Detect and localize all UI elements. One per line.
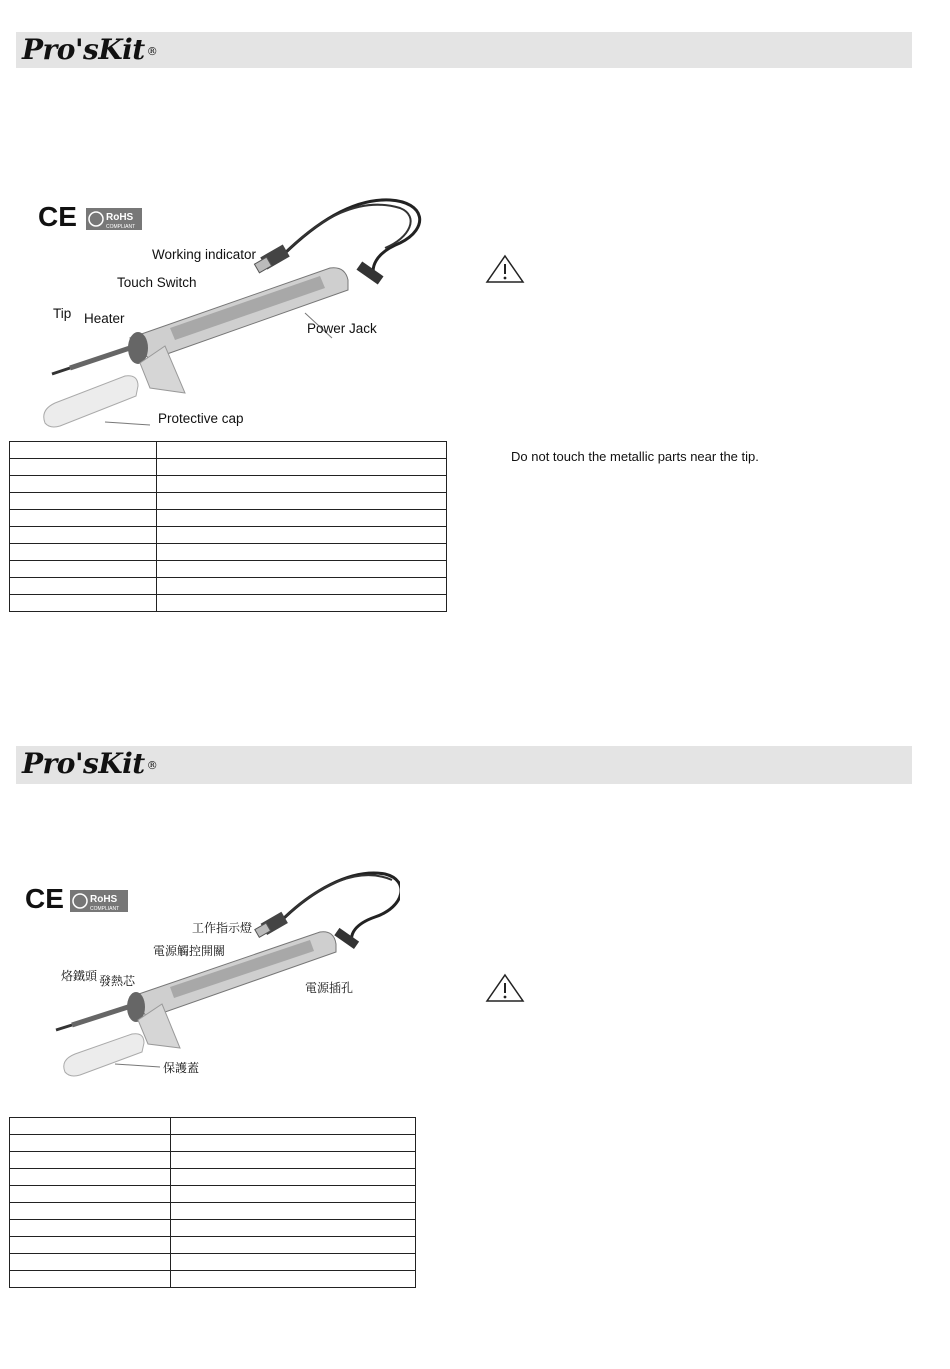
brand-logo: Pro'sKit ® — [22, 33, 158, 66]
table-cell — [10, 510, 157, 527]
table-cell — [10, 493, 157, 510]
table-row — [10, 578, 447, 595]
callout-tip: Tip — [53, 306, 72, 321]
table-row — [10, 1186, 416, 1203]
callout-protective-cap: Protective cap — [158, 411, 244, 426]
warning-note: Do not touch the metallic parts near the tip. — [511, 449, 759, 464]
table-cell — [157, 527, 447, 544]
table-cell — [10, 561, 157, 578]
brand-logo: Pro'sKit ® — [22, 747, 158, 780]
callout-protective-cap: 保護蓋 — [163, 1061, 200, 1075]
table-cell — [10, 459, 157, 476]
warning-triangle-icon — [485, 254, 525, 289]
table-row — [10, 1237, 416, 1254]
table-cell — [10, 595, 157, 612]
table-cell — [171, 1254, 416, 1271]
table-cell — [10, 1118, 171, 1135]
table-cell — [157, 510, 447, 527]
table-cell — [157, 544, 447, 561]
table-cell — [10, 1220, 171, 1237]
table-cell — [157, 578, 447, 595]
callout-tip: 烙鐵頭 — [61, 969, 98, 983]
callout-working-indicator: 工作指示燈 — [192, 921, 253, 935]
table-row — [10, 527, 447, 544]
table-cell — [10, 527, 157, 544]
warning-triangle-icon — [485, 973, 525, 1008]
table-cell — [157, 595, 447, 612]
table-row — [10, 595, 447, 612]
table-cell — [171, 1135, 416, 1152]
table-row — [10, 459, 447, 476]
svg-text:CE: CE — [38, 201, 77, 232]
table-cell — [171, 1220, 416, 1237]
callout-power-jack: 電源插孔 — [305, 981, 354, 995]
table-row — [10, 1271, 416, 1288]
table-cell — [157, 561, 447, 578]
callout-power-jack: Power Jack — [307, 321, 377, 336]
ce-mark — [38, 201, 77, 232]
svg-text:COMPLIANT: COMPLIANT — [90, 906, 120, 912]
table-cell — [171, 1152, 416, 1169]
svg-text:RoHS: RoHS — [90, 894, 118, 905]
table-row — [10, 510, 447, 527]
callout-working-indicator: Working indicator — [152, 247, 257, 262]
header-bar-en — [16, 32, 912, 68]
table-cell — [157, 476, 447, 493]
table-row — [10, 476, 447, 493]
table-cell — [10, 1254, 171, 1271]
table-cell — [10, 1271, 171, 1288]
table-cell — [10, 1186, 171, 1203]
table-row — [10, 1169, 416, 1186]
spec-table-zh — [9, 1117, 416, 1288]
callout-touch-switch: 電源觸控開關 — [153, 944, 226, 958]
table-cell — [10, 1152, 171, 1169]
table-cell — [171, 1186, 416, 1203]
rohs-badge — [70, 890, 128, 912]
ce-mark — [25, 883, 64, 914]
table-cell — [157, 442, 447, 459]
table-row — [10, 561, 447, 578]
table-cell — [10, 1169, 171, 1186]
table-cell — [10, 1237, 171, 1254]
svg-text:RoHS: RoHS — [106, 212, 134, 223]
table-row — [10, 1152, 416, 1169]
table-cell — [10, 544, 157, 561]
rohs-badge — [86, 208, 142, 230]
table-cell — [171, 1203, 416, 1220]
table-row — [10, 493, 447, 510]
table-row — [10, 1118, 416, 1135]
table-cell — [171, 1271, 416, 1288]
svg-text:COMPLIANT: COMPLIANT — [106, 224, 136, 230]
table-row — [10, 1220, 416, 1237]
table-cell — [171, 1169, 416, 1186]
spec-table-en — [9, 441, 447, 612]
table-cell — [157, 459, 447, 476]
table-cell — [171, 1237, 416, 1254]
svg-text:CE: CE — [25, 883, 64, 914]
table-cell — [157, 493, 447, 510]
table-cell — [10, 476, 157, 493]
table-row — [10, 1203, 416, 1220]
callout-heater: Heater — [84, 311, 125, 326]
table-cell — [10, 1135, 171, 1152]
table-cell — [10, 442, 157, 459]
callout-touch-switch: Touch Switch — [117, 275, 197, 290]
header-bar-zh — [16, 746, 912, 784]
table-row — [10, 544, 447, 561]
table-cell — [10, 1203, 171, 1220]
table-row — [10, 1135, 416, 1152]
table-row — [10, 442, 447, 459]
table-row — [10, 1254, 416, 1271]
table-cell — [171, 1118, 416, 1135]
callout-heater: 發熱芯 — [99, 974, 136, 988]
table-cell — [10, 578, 157, 595]
